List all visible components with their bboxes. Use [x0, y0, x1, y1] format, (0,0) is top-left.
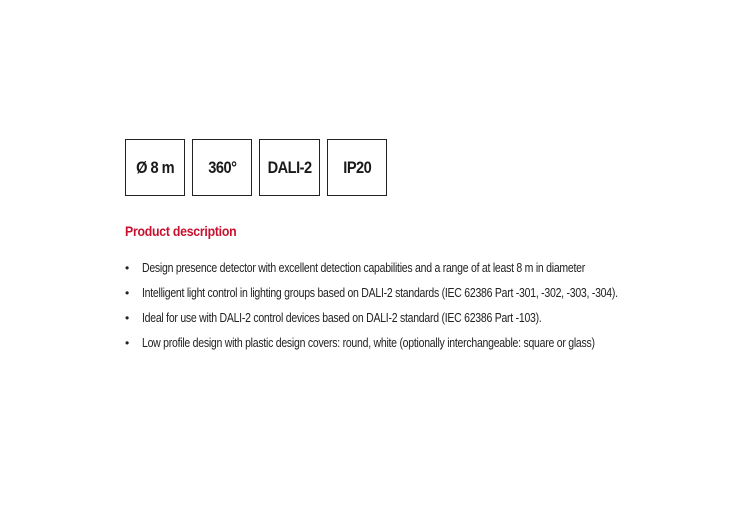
list-item: [125, 284, 708, 309]
feature-text: Design presence detector with excellent detection capabilities and a range of at least 8 m in diameter: [142, 261, 585, 275]
dali-standard-label: DALI-2: [267, 157, 312, 177]
bullet-icon: •: [125, 311, 130, 325]
dali-standard-badge: [259, 139, 320, 196]
list-item: [125, 334, 708, 359]
ip-rating-label: IP20: [342, 157, 372, 177]
product-description-heading: Product description: [125, 223, 237, 239]
bullet-icon: •: [125, 286, 130, 300]
feature-text: Low profile design with plastic design covers: round, white (optionally interchangeable: square or glass): [142, 336, 595, 350]
list-item: [125, 309, 708, 334]
feature-text: Intelligent light control in lighting groups based on DALI-2 standards (IEC 62386 Part -301, -302, -303, -304).: [142, 286, 618, 300]
bullet-icon: •: [125, 261, 130, 275]
ip-rating-badge: [327, 139, 387, 196]
detection-angle-badge: [192, 139, 252, 196]
detection-angle-label: 360°: [207, 157, 237, 177]
spec-badges: [125, 139, 387, 196]
detection-range-badge: [125, 139, 185, 196]
feature-text: Ideal for use with DALI-2 control devices based on DALI-2 standard (IEC 62386 Part -103).: [142, 311, 542, 325]
bullet-icon: •: [125, 336, 130, 350]
detection-range-label: Ø 8 m: [135, 157, 175, 177]
list-item: [125, 259, 708, 284]
feature-list: [125, 259, 708, 359]
